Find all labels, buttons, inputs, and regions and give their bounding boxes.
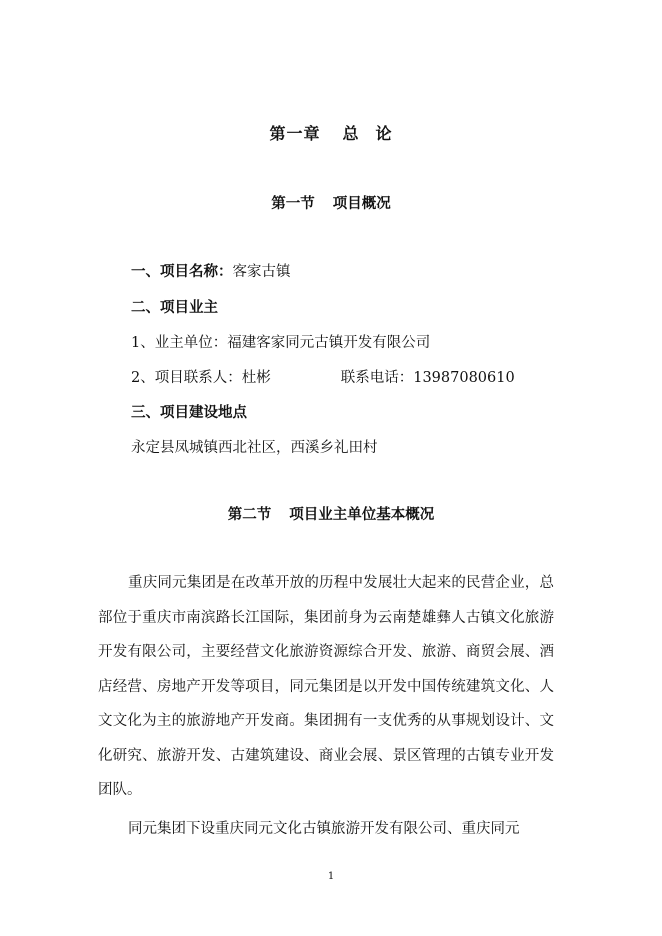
body-paragraph-2: 同元集团下设重庆同元文化古镇旅游开发有限公司、重庆同元: [128, 821, 520, 837]
section-1-title: 项目概况: [332, 195, 391, 212]
owner-unit-label: 1、业主单位：: [131, 335, 228, 351]
project-name-label: 一、项目名称：: [131, 263, 233, 280]
project-owner-heading: 二、项目业主: [131, 299, 218, 316]
section-2-heading: [0, 503, 662, 524]
location-value: 永定县凤城镇西北社区，西溪乡礼田村: [131, 440, 378, 456]
chapter-title: [0, 121, 662, 144]
section-2-title: 项目业主单位基本概况: [289, 506, 435, 523]
owner-unit-line: [131, 331, 430, 352]
contact-line: [131, 366, 515, 387]
page-number: 1: [327, 871, 335, 882]
contact-value: 杜彬: [241, 370, 271, 386]
location-heading: 三、项目建设地点: [131, 404, 247, 421]
project-name-value: 客家古镇: [232, 264, 291, 280]
section-1-heading: [0, 192, 662, 213]
chapter-number: 第一章: [269, 124, 321, 143]
owner-unit-value: 福建客家同元古镇开发有限公司: [227, 335, 431, 351]
chapter-word-2: 论: [375, 124, 393, 143]
body-paragraph-1: 重庆同元集团是在改革开放的历程中发展壮大起来的民营企业，总部位于重庆市南滨路长江国际，集团前身为云南楚雄彝人古镇文化旅游开发有限公司，主要经营文化旅游资源综合开发、旅游、商贸会展、酒店经营、房地产开发等项目，同元集团是以开发中国传统建筑文化、人文文化为主的旅游地产开发商。集团拥有一支优秀的从事规划设计、文化研究、旅游开发、古建筑建设、商业会展、景区管理的古镇专业开发团队。: [98, 575, 554, 798]
phone-value: 13987080610: [413, 370, 515, 386]
section-2-number: 第二节: [227, 506, 272, 523]
chapter-word-1: 总: [342, 124, 360, 143]
project-name-line: [131, 260, 291, 281]
phone-label: 联系电话：: [340, 370, 414, 386]
contact-label: 2、项目联系人：: [131, 370, 242, 386]
section-1-number: 第一节: [271, 195, 315, 212]
